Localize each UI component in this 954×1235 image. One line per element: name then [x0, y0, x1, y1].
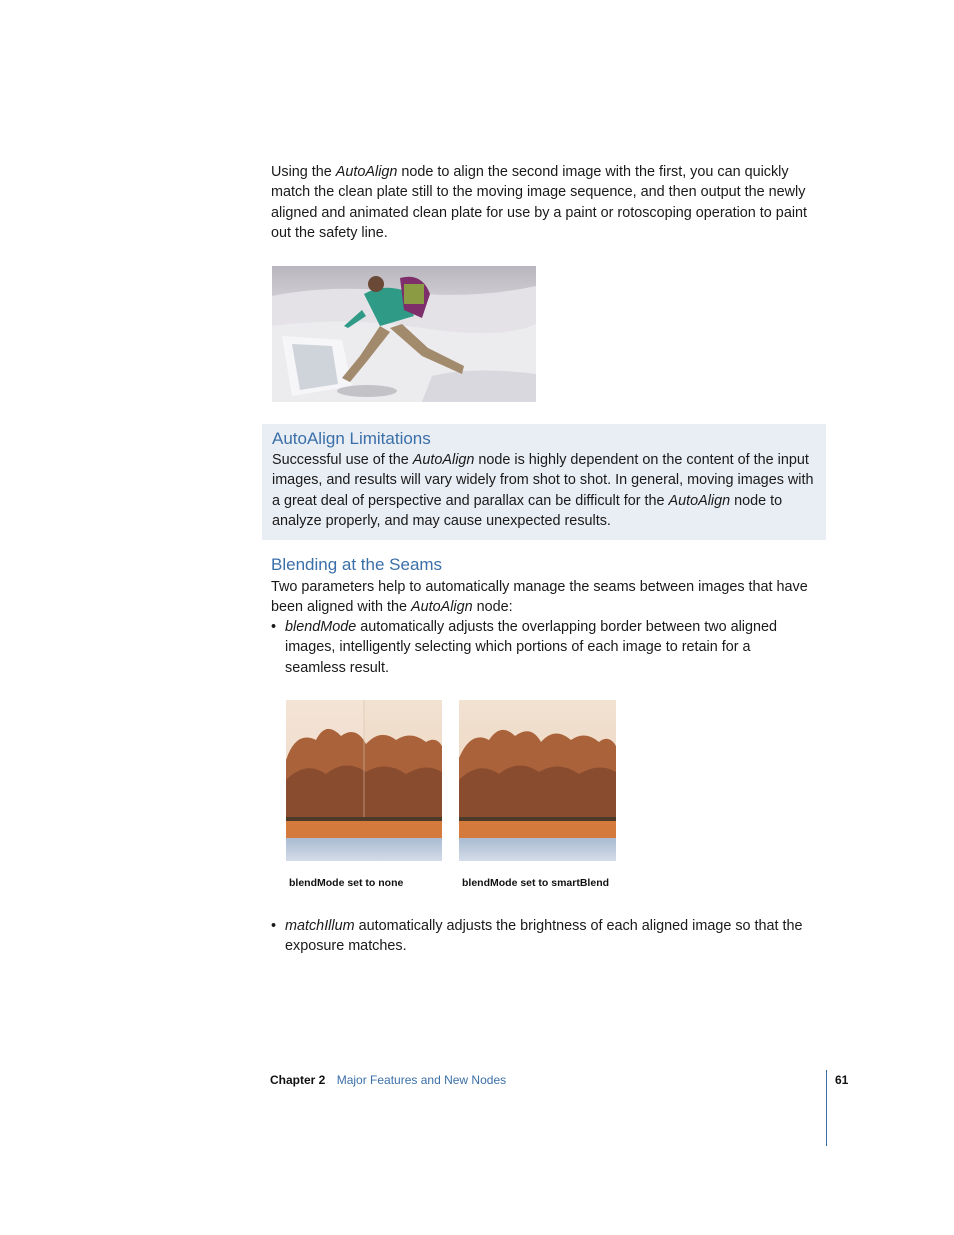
footer-chapter-label: Chapter 2 — [270, 1073, 326, 1087]
caption-blendmode-none: blendMode set to none — [289, 877, 404, 889]
sidebar-title: AutoAlign Limitations — [272, 429, 431, 448]
footer-rule — [826, 1070, 827, 1146]
bullet-marker: • — [271, 918, 277, 934]
section-title: Blending at the Seams — [271, 555, 443, 574]
blendmode-none-photo — [286, 700, 442, 861]
footer-chapter — [270, 1073, 506, 1087]
blendmode-smartblend-photo — [459, 700, 616, 861]
bullet-matchillum — [271, 916, 811, 958]
page-number: 61 — [835, 1073, 849, 1087]
intro-paragraph: Using the AutoAlign node to align the second image with the first, you can quickly match the clean plate still to the moving image sequence, and then output the newly aligned and animated clean plate for use by a paint or rotoscoping operation to paint out the safety line. — [271, 164, 808, 242]
sidebar-paragraph: Successful use of the AutoAlign node is highly dependent on the content of the input images, and results will vary widely from shot to shot. In general, moving images with a great deal of perspective and parallax can be difficult for the AutoAlign node to analyze properly, and may cause unexpected results. — [272, 452, 814, 530]
bullet-marker: • — [271, 619, 277, 635]
blending-paragraph: Two parameters help to automatically manage the seams between images that have been aligned with the AutoAlign node: — [271, 579, 808, 616]
bullet-text: blendMode automatically adjusts the overlapping border between two aligned images, intelligently selecting which portions of each image to retain for a seamless result. — [285, 619, 778, 676]
caption-blendmode-smartblend: blendMode set to smartBlend — [462, 877, 610, 889]
snow-jump-photo — [272, 266, 536, 402]
bullet-text: matchIllum automatically adjusts the brightness of each aligned image so that the exposure matches. — [285, 918, 803, 955]
footer-section-title: Major Features and New Nodes — [336, 1073, 507, 1087]
bullet-blendmode — [271, 617, 811, 679]
